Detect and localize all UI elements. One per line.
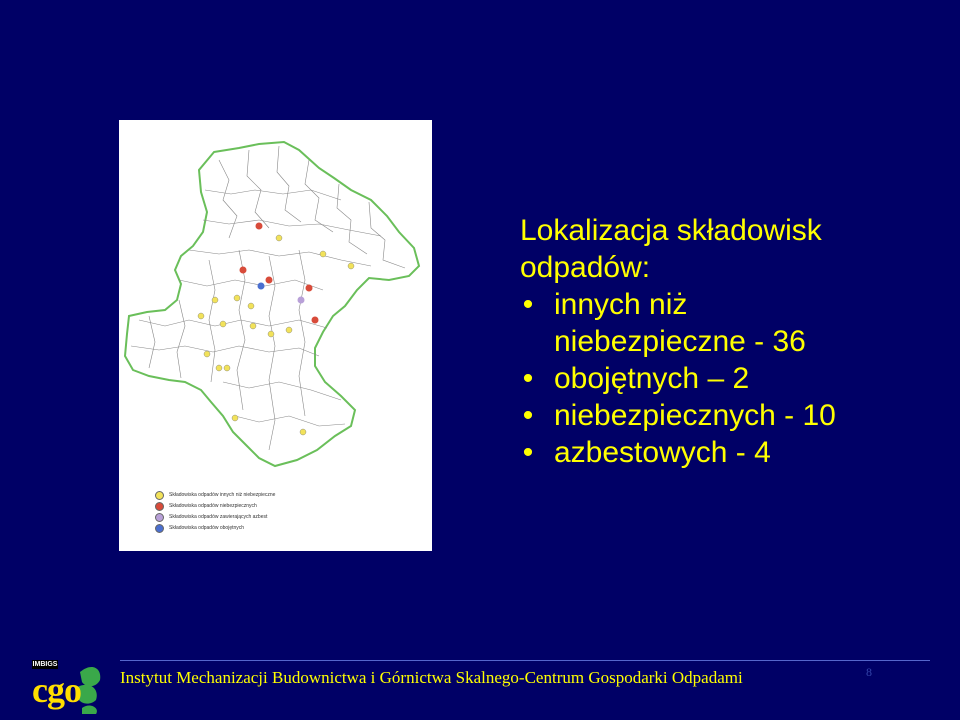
logo-text: cgo bbox=[32, 670, 81, 710]
map-image bbox=[119, 120, 432, 551]
bullet-text: niebezpiecznych - 10 bbox=[554, 399, 836, 432]
footer-institute: Instytut Mechanizacji Budownictwa i Górnictwa Skalnego-Centrum Gospodarki Odpadami bbox=[120, 668, 743, 687]
legend-label: Składowiska odpadów innych niż niebezpieczne bbox=[169, 492, 276, 498]
footer-divider bbox=[120, 660, 930, 661]
bullet-marker: • bbox=[522, 436, 534, 469]
bullet-item bbox=[520, 434, 940, 471]
bullet-marker: • bbox=[522, 362, 534, 395]
page-number: 8 bbox=[866, 665, 872, 679]
bullet-marker: • bbox=[522, 288, 534, 321]
bullet-item bbox=[520, 286, 940, 360]
legend-item bbox=[155, 490, 425, 500]
slide-text bbox=[520, 212, 940, 471]
bullet-marker: • bbox=[522, 399, 534, 432]
slide-title-line1: Lokalizacja składowisk bbox=[520, 214, 822, 247]
region-map bbox=[119, 120, 432, 551]
map-legend bbox=[155, 490, 425, 534]
legend-label: Składowiska odpadów zawierających azbest bbox=[169, 514, 268, 520]
bullet-text: obojętnych – 2 bbox=[554, 362, 750, 395]
legend-item bbox=[155, 523, 425, 533]
legend-dot-blue bbox=[155, 524, 164, 533]
legend-dot-purple bbox=[155, 513, 164, 522]
bullet-text: niebezpieczne - 36 bbox=[554, 325, 806, 358]
legend-dot-red bbox=[155, 502, 164, 511]
bullet-text: azbestowych - 4 bbox=[554, 436, 771, 469]
logo-badge: IMBIGS bbox=[32, 661, 58, 668]
legend-label: Składowiska odpadów niebezpiecznych bbox=[169, 503, 257, 509]
legend-item bbox=[155, 512, 425, 522]
region-outline bbox=[125, 142, 419, 466]
cgo-logo bbox=[30, 658, 102, 716]
legend-label: Składowiska odpadów obojętnych bbox=[169, 525, 245, 531]
bullet-list bbox=[520, 286, 940, 471]
bullet-text: innych niż bbox=[554, 288, 688, 321]
bullet-item bbox=[520, 397, 940, 434]
bullet-item bbox=[520, 360, 940, 397]
slide-title-line2: odpadów: bbox=[520, 251, 651, 284]
legend-item bbox=[155, 501, 425, 511]
legend-dot-yellow bbox=[155, 491, 164, 500]
